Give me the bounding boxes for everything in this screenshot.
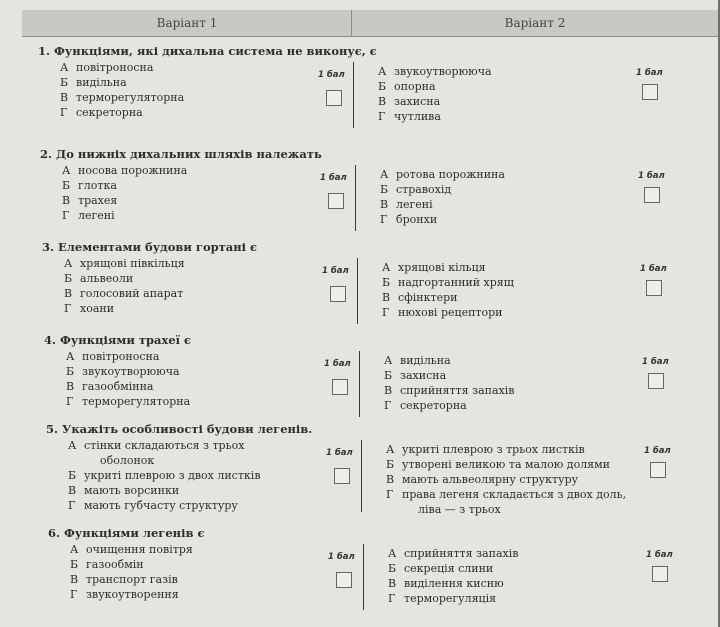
option-text: легені <box>78 209 115 222</box>
variant2-score-label: 1 бал <box>644 446 671 456</box>
variant2-option <box>378 109 441 124</box>
variant1-option <box>68 453 154 468</box>
variant1-answer-box[interactable] <box>326 90 342 106</box>
option-text: оболонок <box>100 454 155 467</box>
option-text: ротова порожнина <box>396 168 505 181</box>
option-text: терморегуляція <box>404 592 497 605</box>
question-title: 6. Функціями легенів є <box>48 526 205 540</box>
option-letter: А <box>388 547 397 560</box>
option-letter: А <box>386 443 395 456</box>
option-text: носова порожнина <box>78 164 188 177</box>
option-letter: А <box>70 543 79 556</box>
variant2-score-label: 1 бал <box>646 550 673 560</box>
question-title: 4. Функціями трахеї є <box>44 333 192 347</box>
option-text: транспорт газів <box>86 573 178 586</box>
option-text: опорна <box>394 80 436 93</box>
option-text: звукоутворююча <box>394 65 492 78</box>
option-letter: Б <box>66 365 75 378</box>
option-letter: Б <box>386 458 395 471</box>
option-text: трахея <box>78 194 118 207</box>
variant-divider <box>359 351 360 417</box>
variant-divider <box>355 165 356 231</box>
variant1-option <box>66 379 153 394</box>
option-text: звукоутворююча <box>82 365 180 378</box>
variant2-option <box>382 275 514 290</box>
option-letter: А <box>382 261 391 274</box>
variant1-option <box>68 468 261 483</box>
variant2-answer-box[interactable] <box>652 566 668 582</box>
variant1-option <box>62 193 117 208</box>
option-text: терморегуляторна <box>76 91 185 104</box>
option-text: повітроносна <box>76 61 154 74</box>
option-text: газообмінна <box>82 380 154 393</box>
variant2-option <box>388 576 504 591</box>
option-letter: А <box>62 164 71 177</box>
option-letter: Б <box>378 80 387 93</box>
option-text: хоани <box>80 302 115 315</box>
variant2-option <box>386 442 585 457</box>
option-text: секреція слини <box>404 562 494 575</box>
option-text: укриті плеврою з трьох листків <box>402 443 585 456</box>
option-text: хрящові кільця <box>398 261 486 274</box>
variant2-heading: Варіант 2 <box>504 16 566 30</box>
variant1-score-label: 1 бал <box>318 70 345 80</box>
variant2-option <box>388 561 493 576</box>
option-letter: В <box>380 198 389 211</box>
variant2-option <box>382 305 503 320</box>
option-letter: А <box>378 65 387 78</box>
variant1-answer-box[interactable] <box>330 286 346 302</box>
variant2-score-label: 1 бал <box>636 68 663 78</box>
option-letter: В <box>386 473 395 486</box>
variant1-option <box>70 587 179 602</box>
option-letter: Г <box>386 488 394 501</box>
option-letter: Б <box>60 76 69 89</box>
option-text: стравохід <box>396 183 452 196</box>
option-letter: Г <box>60 106 68 119</box>
option-text: звукоутворення <box>86 588 179 601</box>
option-letter: А <box>64 257 73 270</box>
variant2-option <box>382 260 486 275</box>
variant1-option <box>70 542 193 557</box>
variant1-option <box>64 301 114 316</box>
option-text: чутлива <box>394 110 441 123</box>
variant2-option <box>378 94 440 109</box>
variant1-answer-box[interactable] <box>334 468 350 484</box>
option-letter: Г <box>384 399 392 412</box>
variant-divider <box>353 62 354 128</box>
variant2-option <box>384 353 451 368</box>
option-letter: В <box>62 194 71 207</box>
variant2-option <box>384 368 446 383</box>
option-letter: А <box>60 61 69 74</box>
option-letter: Б <box>70 558 79 571</box>
question-title: 1. Функціями, які дихальна система не виконує, є <box>38 44 377 58</box>
option-letter: Г <box>68 499 76 512</box>
variant1-option <box>66 364 180 379</box>
option-text: укриті плеврою з двох листків <box>84 469 261 482</box>
question-title: 5. Укажіть особливості будови легенів. <box>46 422 313 436</box>
option-letter: А <box>380 168 389 181</box>
option-text: права легеня складається з двох доль, <box>402 488 627 501</box>
variant-divider <box>361 440 362 512</box>
option-text: секреторна <box>76 106 143 119</box>
question-title: 3. Елементами будови гортані є <box>42 240 258 254</box>
variant2-option <box>386 457 610 472</box>
variant2-answer-box[interactable] <box>642 84 658 100</box>
option-letter: В <box>388 577 397 590</box>
variant2-option <box>378 79 436 94</box>
option-text: утворені великою та малою долями <box>402 458 611 471</box>
option-letter: В <box>66 380 75 393</box>
option-letter: Б <box>388 562 397 575</box>
option-letter: Г <box>378 110 386 123</box>
option-letter: В <box>68 484 77 497</box>
option-letter: Б <box>62 179 71 192</box>
option-text: видільна <box>400 354 451 367</box>
option-text: повітроносна <box>82 350 160 363</box>
variant1-score-label: 1 бал <box>320 173 347 183</box>
option-text: видільна <box>76 76 127 89</box>
option-text: хрящові півкільця <box>80 257 185 270</box>
option-letter: Г <box>380 213 388 226</box>
option-letter: А <box>68 439 77 452</box>
option-text: секреторна <box>400 399 467 412</box>
option-text: легені <box>396 198 433 211</box>
option-letter: Б <box>64 272 73 285</box>
option-letter: В <box>384 384 393 397</box>
option-text: сприйняття запахів <box>400 384 515 397</box>
variant1-answer-box[interactable] <box>332 379 348 395</box>
option-letter: В <box>64 287 73 300</box>
option-text: мають губчасту структуру <box>84 499 238 512</box>
option-letter: В <box>382 291 391 304</box>
option-text: газообмін <box>86 558 144 571</box>
variant2-score-label: 1 бал <box>638 171 665 181</box>
variant2-option <box>386 472 578 487</box>
variant2-option <box>384 398 467 413</box>
variant2-option <box>386 487 626 502</box>
option-letter: Г <box>66 395 74 408</box>
variant2-score-label: 1 бал <box>640 264 667 274</box>
variant1-option <box>70 557 144 572</box>
variant2-option <box>380 167 505 182</box>
variant1-score-label: 1 бал <box>322 266 349 276</box>
option-text: альвеоли <box>80 272 134 285</box>
variant1-option <box>64 256 185 271</box>
variant1-option <box>66 394 190 409</box>
variant1-score-label: 1 бал <box>328 552 355 562</box>
variant-header <box>22 10 718 37</box>
option-text: захисна <box>400 369 447 382</box>
option-text: глотка <box>78 179 117 192</box>
variant1-answer-box[interactable] <box>328 193 344 209</box>
variant1-option <box>68 498 238 513</box>
question-title: 2. До нижніх дихальних шляхів належать <box>40 147 322 161</box>
variant2-option <box>380 212 437 227</box>
variant2-option <box>380 197 433 212</box>
option-text: виділення кисню <box>404 577 504 590</box>
variant1-score-label: 1 бал <box>326 448 353 458</box>
option-letter: Б <box>380 183 389 196</box>
variant2-option <box>380 182 451 197</box>
variant2-option <box>382 290 457 305</box>
variant1-option <box>70 572 178 587</box>
option-letter: Г <box>62 209 70 222</box>
option-letter: Г <box>388 592 396 605</box>
variant1-option <box>60 75 127 90</box>
option-letter: А <box>66 350 75 363</box>
variant1-score-label: 1 бал <box>324 359 351 369</box>
option-text: мають альвеолярну структуру <box>402 473 579 486</box>
variant1-answer-box[interactable] <box>336 572 352 588</box>
option-text: бронхи <box>396 213 438 226</box>
variant1-option <box>60 60 153 75</box>
variant2-answer-box[interactable] <box>644 187 660 203</box>
option-text: терморегуляторна <box>82 395 191 408</box>
variant1-option <box>68 483 179 498</box>
option-text: стінки складаються з трьох <box>84 439 245 452</box>
variant1-option <box>62 178 117 193</box>
option-letter: В <box>70 573 79 586</box>
option-text: сфінктери <box>398 291 458 304</box>
variant2-answer-box[interactable] <box>650 462 666 478</box>
variant1-option <box>64 286 183 301</box>
option-letter: В <box>378 95 387 108</box>
variant1-option <box>64 271 133 286</box>
variant1-option <box>62 163 187 178</box>
option-text: голосовий апарат <box>80 287 184 300</box>
option-letter: А <box>384 354 393 367</box>
variant1-option <box>66 349 159 364</box>
variant2-score-label: 1 бал <box>642 357 669 367</box>
variant2-option <box>378 64 492 79</box>
option-letter: Б <box>384 369 393 382</box>
option-text: нюхові рецептори <box>398 306 503 319</box>
variant-divider <box>363 544 364 610</box>
option-text: надгортанний хрящ <box>398 276 514 289</box>
variant2-option <box>386 502 501 517</box>
option-letter: Г <box>64 302 72 315</box>
variant2-option <box>384 383 514 398</box>
variant-divider <box>357 258 358 324</box>
variant1-option <box>60 90 184 105</box>
variant1-option <box>60 105 143 120</box>
option-letter: В <box>60 91 69 104</box>
variant2-answer-box[interactable] <box>648 373 664 389</box>
option-letter: Г <box>382 306 390 319</box>
option-text: мають ворсинки <box>84 484 180 497</box>
option-text: очищення повітря <box>86 543 193 556</box>
variant2-answer-box[interactable] <box>646 280 662 296</box>
variant2-option <box>388 546 518 561</box>
option-letter: Г <box>70 588 78 601</box>
option-letter: Б <box>382 276 391 289</box>
variant1-heading: Варіант 1 <box>156 16 218 30</box>
option-text: сприйняття запахів <box>404 547 519 560</box>
option-text: ліва — з трьох <box>418 503 501 516</box>
variant2-option <box>388 591 496 606</box>
variant1-option <box>68 438 244 453</box>
option-text: захисна <box>394 95 441 108</box>
option-letter: Б <box>68 469 77 482</box>
variant1-option <box>62 208 115 223</box>
